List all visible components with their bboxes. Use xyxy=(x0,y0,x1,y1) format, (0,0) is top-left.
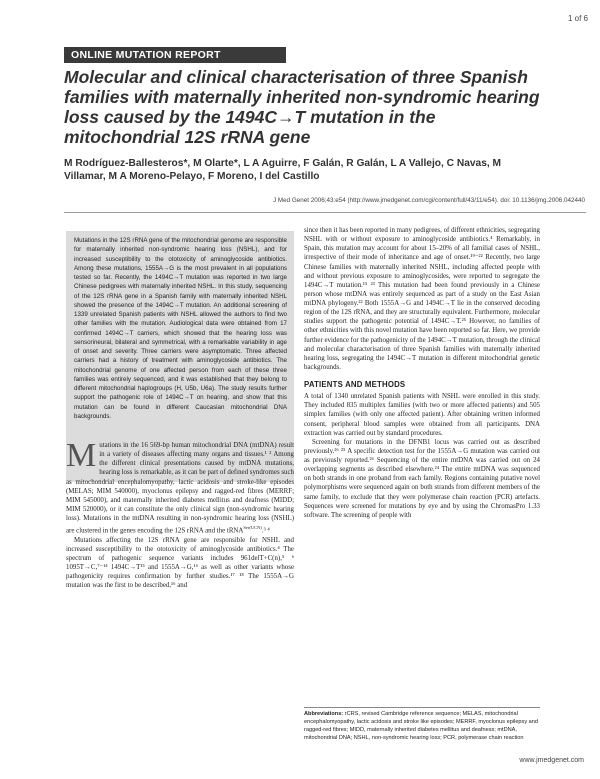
author-list: M Rodríguez-Ballesteros*, M Olarte*, L A Aguirre, F Galán, R Galán, L A Vallejo, C Navas, M Villamar, M A Moreno-Pelayo, F Moreno, I del Castillo xyxy=(64,158,502,182)
methods-paragraph-1: A total of 1340 unrelated Spanish patients with NSHL were enrolled in this study. They included 835 multiplex families (with two or more affected patients) and 505 simplex families (with only one affected patient). After obtaining written informed consent, peripheral blood samples were obtained from all participants. DNA extraction was carried out by standard procedures. xyxy=(304,393,540,437)
citation-line: J Med Genet 2006;43:e54 (http://www.jmedgenet.com/cgi/content/full/43/11/e54). doi: 10.1136/jmg.2006.042440 xyxy=(272,197,585,204)
intro-text-1: utations in the 16 569-bp human mitochondrial DNA (mtDNA) result in a variety of diseases affecting many organs and tissues.¹ ² Among the different clinical presentations caused by mtDNA mutations, hearing loss is remarkable, as it can be part of defined syndromes such as mitochondrial encephalomyopathy, lactic acidosis and stroke-like episodes (MELAS; MIM 540000), myoclonus epilepsy and ragged-red fibres (MERRF; MIM 545000), and maternally inherited diabetes mellitus and deafness (MIDD; MIM 520000), or it can constitute the only clinical sign (non-syndromic hearing loss). Mutations in the mtDNA resulting in non-syndromic hearing loss (NSHL) are clustered in the genes encoding the 12S rRNA and the tRNA xyxy=(66,442,294,535)
trna-superscript: Ser(UCN) xyxy=(243,525,262,531)
abbreviations-box xyxy=(304,711,540,743)
drop-cap: M xyxy=(66,437,97,474)
body-column-right xyxy=(304,226,540,520)
citation-divider xyxy=(64,212,586,213)
methods-paragraph-2: Screening for mutations in the DFNB1 locus was carried out as described previously.²⁶ ²⁵ A specific detection test for the 1555A→G mutation was carried out as previously reported.²⁶ Sequencing of the entire mtDNA was carried out on 24 overlapping segments as described elsewhere.²⁴ The entire mtDNA was sequenced on both strands in one proband from each family. Regions containing putative novel polymorphisms were sequenced again on both strands from different members of the same family, to exclude that they were polymerase chain reaction (PCR) artefacts. Sequences were screened for mutations by eye and by using the ChromasPro 1.33 software. The screening of people with xyxy=(304,438,540,519)
abbreviations-divider xyxy=(304,707,540,708)
page-number: 1 of 6 xyxy=(567,14,588,23)
body-column-left xyxy=(66,437,294,590)
abbreviations-label: Abbreviations: xyxy=(304,711,344,717)
intro-paragraph-1 xyxy=(66,437,294,536)
journal-url-link[interactable]: www.jmedgenet.com xyxy=(519,757,584,764)
intro-paragraph-2: Mutations affecting the 12S rRNA gene are responsible for NSHL and increased susceptibility to the ototoxicity of aminoglycoside antibiotics.⁴ The spectrum of pathogenic sequence variants includes 961delT+C(n),⁵ ⁶ 1095T→C,⁷⁻¹⁴ 1494C→T¹⁵ and 1555A→G,¹⁶ as well as other variants whose pathogenicity requires confirmation by further studies.¹⁷ ¹⁸ The 1555A→G mutation was the first to be described,¹⁶ and xyxy=(66,536,294,590)
intro-text-1-end: .³ ⁴ xyxy=(261,527,270,535)
methods-heading: PATIENTS AND METHODS xyxy=(304,380,406,389)
abbreviations-text: rCRS, revised Cambridge reference sequence; MELAS, mitochondrial encephalomyopathy, lactic acidosis and stroke like episodes; MERRF, myoclonus epilepsy and ragged-red fibres; MIDD, maternally inherited diabetes mellitus and deafness; mtDNA, mitochondrial DNA; NSHL, non-syndromic hearing loss; PCR, polymerase chain reaction xyxy=(304,711,539,741)
section-banner: ONLINE MUTATION REPORT xyxy=(64,47,286,63)
article-title: Molecular and clinical characterisation of three Spanish families with maternally inherited non-syndromic hearing loss caused by the 1494C→T mutation in the mitochondrial 12S rRNA gene xyxy=(64,67,540,147)
abstract-text: Mutations in the 12S rRNA gene of the mitochondrial genome are responsible for maternally inherited non-syndromic hearing loss (NSHL), and for increased susceptibility to the ototoxicity of aminoglycoside antibiotics. Among these mutations, 1555A→G is the most prevalent in all populations tested so far. Recently, the 1494C→T mutation was reported in two large Chinese pedigrees with maternally inherited NSHL. In this study, sequencing of the 12S rRNA gene in a Spanish family with maternally inherited NSHL showed the presence of the 1494C→T mutation. An additional screening of 1339 unrelated Spanish patients with NSHL allowed the authors to find two other families with the mutation. Audiological data were obtained from 17 confirmed 1494C→T carriers, which showed that the hearing loss was sensorineural, bilateral and symmetrical, with a remarkable variability in age of onset and severity. Three carriers were asymptomatic. Three affected carriers had a history of treatment with aminoglycoside antibiotics. The mitochondrial genome of one affected person from each of these three families was entirely sequenced, and it was established that they belong to different mitochondrial haplogroups (H, U5b, U6a). The study results further support the pathogenic role of 1494C→T on hearing, and show that this mutation can be found in different Caucasian mitochondrial DNA backgrounds. xyxy=(74,237,287,420)
right-paragraph-1: since then it has been reported in many pedigrees, of different ethnicities, segregating NSHL with or without exposure to aminoglycoside antibiotics.⁴ Remarkably, in Spain, this mutation may account for about 15–20% of all familial cases of NSHL, irrespective of their mode of inheritance and age of onset.¹⁹⁻²² Recently, two large Chinese families with maternally inherited NSHL, including affected people with and without previous exposure to aminoglycosides, were reported to segregate the 1494C→T mutation.¹⁵ ²³ This mutation had been found previously in a Chinese person whose mtDNA was entirely sequenced as part of a study on the East Asian mtDNA phylogeny.²² Both 1555A→G and 1494C→T lie in the conserved decoding region of the 12S rRNA, and they are structurally equivalent. Furthermore, molecular studies support the pathogenic potential of 1494C→T.²⁵ However, no families of other ethnicities with this novel mutation have been reported so far. Here, we provide further evidence for the pathogenicity of the 1494C→T mutation, through the clinical and molecular characterisation of three Spanish families with maternally inherited hearing loss, segregating the 1494C→T mutation in different mitochondrial genetic backgrounds. xyxy=(304,227,541,371)
